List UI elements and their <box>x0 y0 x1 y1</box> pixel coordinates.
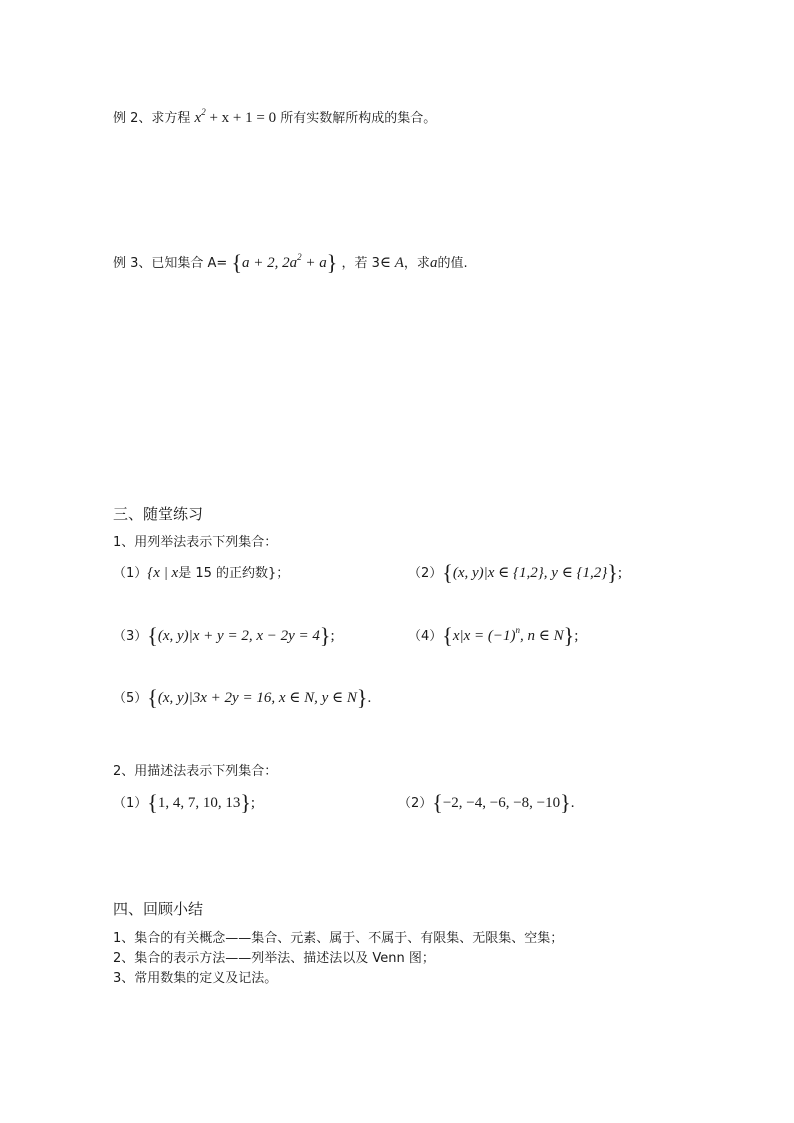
example-3-mid: ，若 3 <box>341 256 380 271</box>
summary-line-2: 2、集合的表示方法——列举法、描述法以及 Venn 图； <box>113 951 435 966</box>
example-3-mid2: ，求 <box>403 256 430 271</box>
section-4-title: 四、回顾小结 <box>113 900 204 918</box>
example-3-condition: ∈ A <box>379 255 404 271</box>
q1-item-2: （2）{(x, y)|x ∈ {1,2}, y ∈ {1,2}}; <box>408 560 623 585</box>
example-3-variable: a <box>429 255 438 271</box>
example-3 <box>113 250 468 275</box>
q2-item-1: （1）{1, 4, 7, 10, 13}; <box>113 790 256 815</box>
example-3-prefix: 例 3、已知集合 A= <box>113 256 228 271</box>
section-3-title: 三、随堂练习 <box>113 505 204 523</box>
q2-label: 2、用描述法表示下列集合： <box>113 764 278 779</box>
q2-item-2: （2）{−2, −4, −6, −8, −10}. <box>398 790 575 815</box>
q1-item-1: （1）{x | x是 15 的正约数}； <box>113 565 290 581</box>
q1-item-4: $(4)\{x|x = (-1)^n$, n ∈ N}; <box>408 623 579 648</box>
q1-item-5: （5）{(x, y)|3x + 2y = 16, x ∈ N, y ∈ N}. <box>113 685 372 710</box>
example-2-suffix: 所有实数解所构成的集合。 <box>280 111 437 126</box>
example-3-suffix: 的值. <box>437 256 468 271</box>
example-3-set: {a + 2, $2a^2 + a$} <box>231 250 338 275</box>
example-2-prefix: 例 2、求方程 <box>113 111 191 126</box>
example-2 <box>113 108 436 129</box>
q1-label: 1、用列举法表示下列集合： <box>113 535 278 550</box>
q1-item-3: （3）{(x, y)|x + y = 2, x − 2y = 4}; <box>113 623 335 648</box>
summary-line-3: 3、常用数集的定义及记法。 <box>113 971 278 986</box>
example-2-equation: $x^2 + x + 1 = 0$ <box>194 107 277 126</box>
summary-line-1: 1、集合的有关概念——集合、元素、属于、不属于、有限集、无限集、空集； <box>113 931 564 946</box>
